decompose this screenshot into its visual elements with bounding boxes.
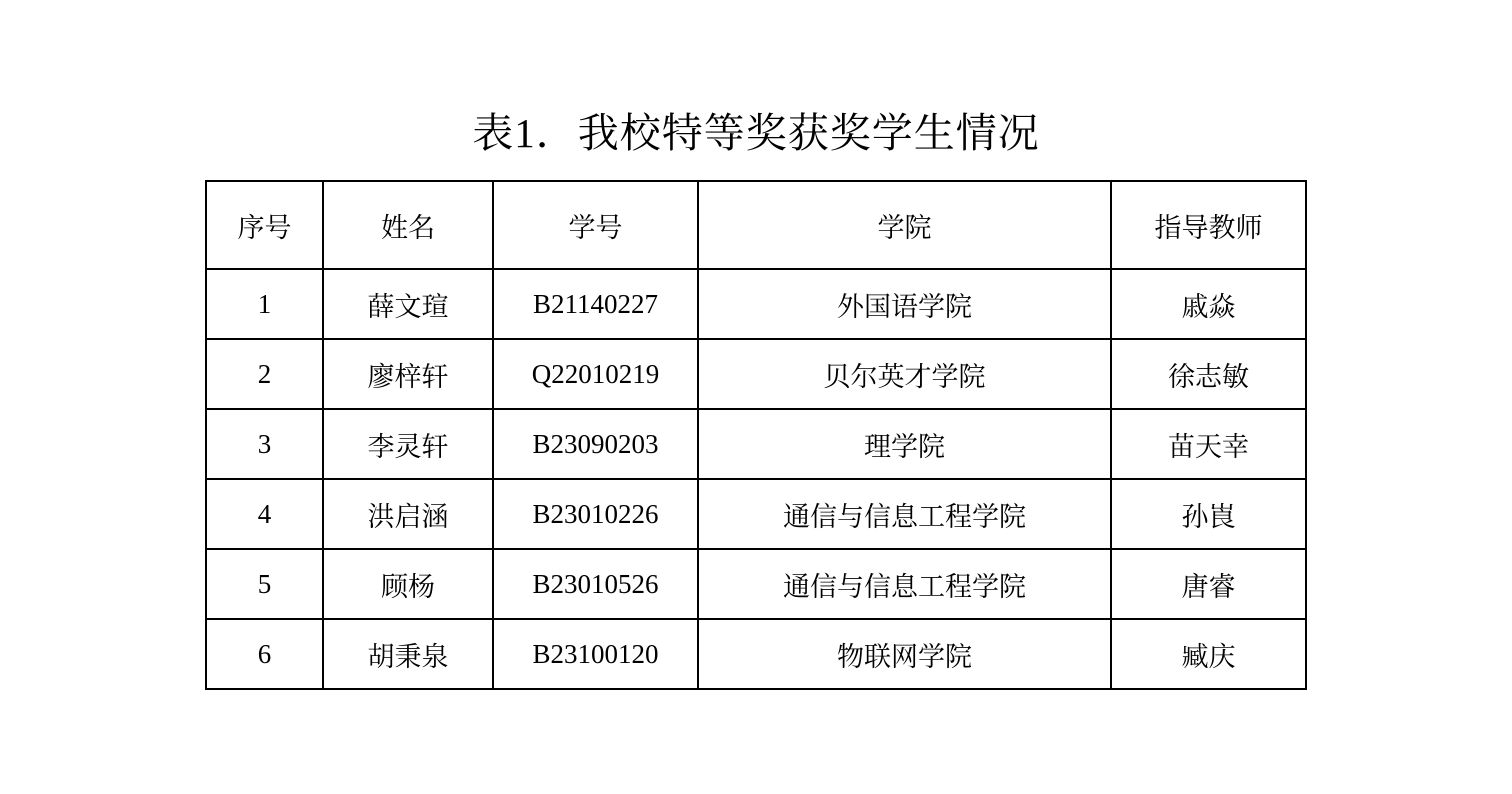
cell-college: 贝尔英才学院	[698, 339, 1111, 409]
cell-college: 理学院	[698, 409, 1111, 479]
cell-seq: 6	[206, 619, 323, 689]
cell-seq: 1	[206, 269, 323, 339]
cell-seq: 5	[206, 549, 323, 619]
cell-name: 洪启涵	[323, 479, 493, 549]
cell-student-id: B23010226	[493, 479, 698, 549]
table-row	[206, 549, 1306, 619]
cell-advisor: 孙崀	[1111, 479, 1306, 549]
cell-advisor: 苗天幸	[1111, 409, 1306, 479]
cell-name: 廖梓轩	[323, 339, 493, 409]
column-header-advisor: 指导教师	[1111, 181, 1306, 269]
table-row	[206, 339, 1306, 409]
cell-student-id: B23010526	[493, 549, 698, 619]
cell-seq: 2	[206, 339, 323, 409]
cell-college: 外国语学院	[698, 269, 1111, 339]
cell-student-id: Q22010219	[493, 339, 698, 409]
page-title: 表1．我校特等奖获奖学生情况	[472, 110, 1040, 156]
cell-advisor: 徐志敏	[1111, 339, 1306, 409]
column-header-college: 学院	[698, 181, 1111, 269]
cell-seq: 4	[206, 479, 323, 549]
column-header-seq: 序号	[206, 181, 323, 269]
cell-college: 通信与信息工程学院	[698, 549, 1111, 619]
table-row	[206, 619, 1306, 689]
cell-name: 胡秉泉	[323, 619, 493, 689]
cell-seq: 3	[206, 409, 323, 479]
cell-name: 李灵轩	[323, 409, 493, 479]
cell-name: 顾杨	[323, 549, 493, 619]
cell-college: 通信与信息工程学院	[698, 479, 1111, 549]
cell-student-id: B23100120	[493, 619, 698, 689]
cell-name: 薛文瑄	[323, 269, 493, 339]
table-row	[206, 479, 1306, 549]
cell-advisor: 唐睿	[1111, 549, 1306, 619]
table-row	[206, 409, 1306, 479]
cell-student-id: B21140227	[493, 269, 698, 339]
award-table	[205, 180, 1307, 690]
column-header-student-id: 学号	[493, 181, 698, 269]
cell-advisor: 臧庆	[1111, 619, 1306, 689]
table-header-row	[206, 181, 1306, 269]
cell-advisor: 戚焱	[1111, 269, 1306, 339]
table-row	[206, 269, 1306, 339]
award-table-container	[205, 180, 1305, 690]
column-header-name: 姓名	[323, 181, 493, 269]
cell-college: 物联网学院	[698, 619, 1111, 689]
cell-student-id: B23090203	[493, 409, 698, 479]
